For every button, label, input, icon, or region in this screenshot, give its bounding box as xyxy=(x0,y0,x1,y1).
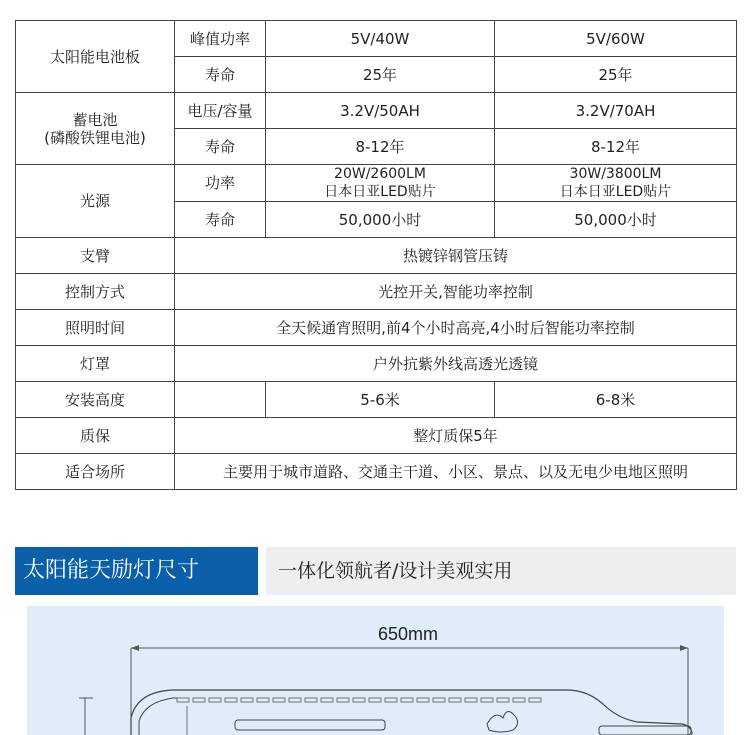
install-height-60w: 6-8米 xyxy=(495,382,737,418)
spec-table xyxy=(15,20,737,490)
dimension-arrow-right xyxy=(680,645,688,651)
light-power-60w-line2: 日本日亚LED贴片 xyxy=(559,184,672,200)
solar-panel-strip xyxy=(177,698,541,702)
install-height-40w: 5-6米 xyxy=(266,382,495,418)
install-height-label: 安装高度 xyxy=(16,382,175,418)
control-value: 光控开关,智能功率控制 xyxy=(175,274,737,310)
dimension-banner xyxy=(15,547,736,595)
control-label: 控制方式 xyxy=(16,274,175,310)
light-power-40w-line2: 日本日亚LED贴片 xyxy=(324,184,436,200)
battery-life-40w: 8-12年 xyxy=(266,129,495,165)
banner-subtitle-box xyxy=(266,547,736,595)
warranty-value: 整灯质保5年 xyxy=(175,418,737,454)
dimension-arrow-left xyxy=(131,645,139,651)
banner-title: 太阳能天励灯尺寸 xyxy=(23,558,200,583)
lamp-inner-outline xyxy=(139,698,177,735)
applicable-value: 主要用于城市道路、交通主干道、小区、景点、以及无电少电地区照明 xyxy=(175,454,737,490)
panel-life-60w: 25年 xyxy=(495,57,737,93)
lamp-connector xyxy=(599,726,691,735)
arm-value: 热镀锌钢管压铸 xyxy=(175,238,737,274)
battery-label-line1: 蓄电池 xyxy=(72,110,118,129)
banner-subtitle: 一体化领航者/设计美观实用 xyxy=(278,560,513,582)
banner-title-box xyxy=(15,547,258,595)
battery-life-60w: 8-12年 xyxy=(495,129,737,165)
panel-label: 太阳能电池板 xyxy=(16,21,175,93)
applicable-label: 适合场所 xyxy=(16,454,175,490)
lamp-cover-label: 灯罩 xyxy=(16,346,175,382)
light-power-40w-line1: 20W/2600LM xyxy=(334,166,426,182)
light-source-label: 光源 xyxy=(16,165,175,238)
dimension-width-label: 650mm xyxy=(377,624,439,644)
light-life-label: 寿命 xyxy=(175,202,266,238)
lamp-cover-value: 户外抗紫外线高透光透镜 xyxy=(175,346,737,382)
light-power-label: 功率 xyxy=(175,165,266,202)
arm-label: 支臂 xyxy=(16,238,175,274)
lamp-drawing xyxy=(27,606,724,735)
light-life-60w: 50,000小时 xyxy=(495,202,737,238)
battery-label xyxy=(16,93,175,165)
warranty-label: 质保 xyxy=(16,418,175,454)
lighting-time-label: 照明时间 xyxy=(16,310,175,346)
light-power-40w xyxy=(266,165,495,202)
peak-power-60w: 5V/60W xyxy=(495,21,737,57)
lamp-slot-left xyxy=(235,720,385,730)
battery-label-line2: (磷酸铁锂电池) xyxy=(44,128,146,147)
light-life-40w: 50,000小时 xyxy=(266,202,495,238)
lamp-body-outline xyxy=(131,690,692,735)
voltage-label: 电压/容量 xyxy=(175,93,266,129)
peak-power-40w: 5V/40W xyxy=(266,21,495,57)
battery-life-label: 寿命 xyxy=(175,129,266,165)
voltage-40w: 3.2V/50AH xyxy=(266,93,495,129)
lighting-time-value: 全天候通宵照明,前4个小时高亮,4小时后智能功率控制 xyxy=(175,310,737,346)
dimension-diagram xyxy=(27,606,724,735)
panel-life-label: 寿命 xyxy=(175,57,266,93)
install-height-empty xyxy=(175,382,266,418)
peak-power-label: 峰值功率 xyxy=(175,21,266,57)
panel-life-40w: 25年 xyxy=(266,57,495,93)
voltage-60w: 3.2V/70AH xyxy=(495,93,737,129)
decorative-logo-icon xyxy=(487,711,518,732)
light-power-60w xyxy=(495,165,737,202)
light-power-60w-line1: 30W/3800LM xyxy=(569,166,662,182)
